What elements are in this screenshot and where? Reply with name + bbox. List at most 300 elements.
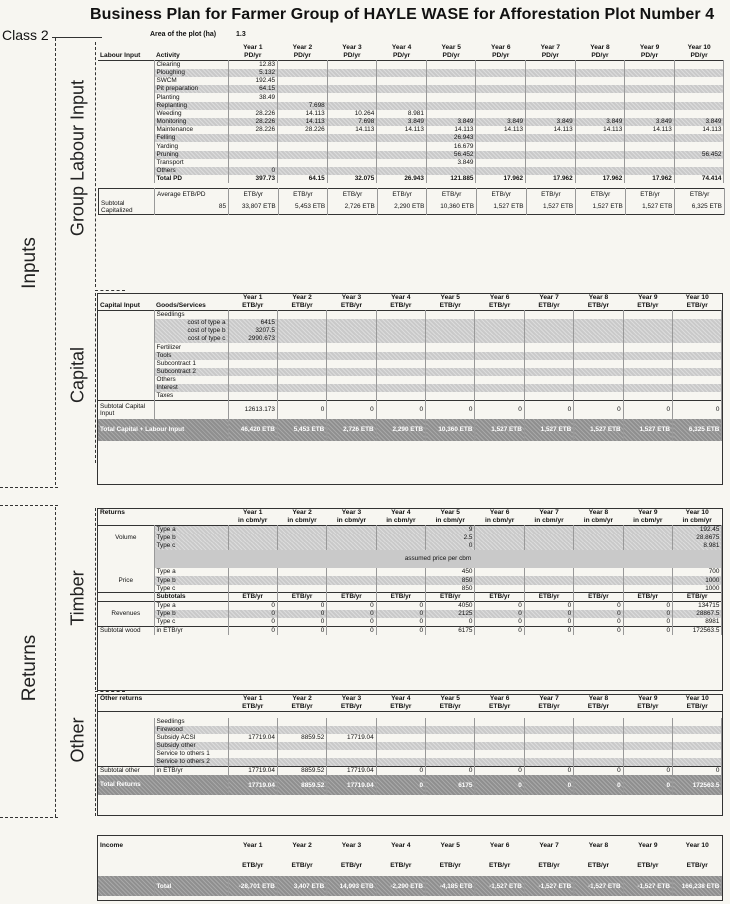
page-title: Business Plan for Farmer Group of HAYLE WASE for Afforestation Plot Number 4 (90, 6, 715, 23)
cell: 0 (574, 401, 623, 419)
subtotal-wood-label: Subtotal wood (98, 626, 154, 634)
cell (625, 142, 675, 150)
table-row (98, 384, 722, 392)
cell (277, 319, 326, 327)
cell (228, 526, 277, 534)
cell: 14.113 (625, 126, 675, 134)
cell (574, 726, 623, 734)
cell: -1,527 ETB (524, 876, 573, 896)
cell (524, 311, 573, 319)
table-row (98, 734, 722, 742)
cell: 17719.04 (228, 767, 277, 775)
cell: 12613.173 (228, 401, 277, 419)
cell (623, 758, 672, 766)
table-row (98, 335, 722, 343)
cell (476, 102, 526, 110)
year-header: Year 3 (342, 44, 362, 51)
cell (574, 360, 623, 368)
other-section (97, 694, 723, 816)
empty-cell (98, 343, 154, 351)
subtotal-capitalized-label: Subtotal Capitalized (99, 200, 155, 215)
cell: 28.226 (228, 118, 278, 126)
class-label: Class 2 (2, 27, 49, 43)
year-header: Year 2 (292, 44, 313, 51)
row-label: Seedlings (154, 718, 228, 726)
subtotal-other-unit: in ETB/yr (154, 767, 228, 775)
year-header: Year 4 (391, 294, 411, 301)
cell (475, 576, 524, 584)
cell: 1,527 ETB (526, 200, 576, 215)
cell (524, 576, 573, 584)
year-header: Year 1 (242, 294, 263, 301)
cell (623, 734, 672, 742)
unit-header: ETB/yr (587, 302, 610, 309)
table-row (98, 327, 722, 335)
returns-header: Returns (100, 509, 125, 516)
unit-header: PD/yr (392, 52, 411, 59)
year-header: Year 4 (391, 509, 411, 516)
row-label: Clearing (154, 61, 228, 69)
year-header: Year 2 (292, 695, 312, 702)
cell (327, 61, 377, 69)
cell (376, 734, 425, 742)
capital-table (98, 294, 722, 441)
table-row (98, 102, 724, 110)
cell (228, 758, 277, 766)
cell: 0 (673, 401, 722, 419)
cell (228, 742, 277, 750)
cell: 14,993 ETB (327, 876, 376, 896)
avg-label: Average ETB/PD (155, 189, 229, 200)
row-label: cost of type c (154, 335, 228, 343)
cell (674, 69, 724, 77)
cell: 14.113 (377, 126, 427, 134)
cell (426, 718, 475, 726)
cell (524, 352, 573, 360)
cell: 192.45 (673, 526, 722, 534)
table-row (98, 758, 722, 766)
cell (574, 734, 623, 742)
cell (625, 61, 675, 69)
cell (623, 368, 672, 376)
cell (574, 376, 623, 384)
table-row (98, 585, 722, 593)
unit-header: ETB/yr (439, 862, 461, 869)
cell (327, 167, 377, 175)
unit-header: PD/yr (442, 52, 460, 59)
cell (228, 151, 278, 159)
table-row (98, 526, 722, 534)
cell (673, 384, 722, 392)
cell (475, 376, 524, 384)
cell: 28867.5 (673, 610, 722, 618)
unit-header: ETB/yr (390, 862, 412, 869)
unit-header: PD/yr (343, 52, 361, 59)
unit-header: ETB/yr (242, 302, 264, 309)
cell (228, 368, 277, 376)
cell (426, 311, 475, 319)
labour-subtotal-table (98, 188, 725, 215)
cell (376, 568, 425, 576)
returns-bracket-start (0, 505, 58, 506)
cell (475, 542, 524, 550)
cell (278, 142, 328, 150)
cell (574, 526, 623, 534)
cell (327, 568, 376, 576)
cell (228, 534, 277, 542)
cell (526, 93, 576, 101)
cell (526, 102, 576, 110)
unit-header: ETB/yr (686, 703, 708, 710)
cell: 450 (426, 568, 475, 576)
table-row (98, 610, 722, 618)
class-underline (52, 37, 102, 38)
cell (574, 576, 623, 584)
year-header: Year 3 (341, 509, 362, 516)
cell (426, 758, 475, 766)
cell (277, 311, 326, 319)
cell (327, 392, 376, 400)
cell (574, 534, 623, 542)
cell (376, 360, 425, 368)
unit-header: ETB/yr (489, 862, 511, 869)
cell (376, 526, 425, 534)
row-label: Service to others 1 (154, 750, 228, 758)
cell: 10,360 ETB (426, 419, 475, 441)
cell (574, 718, 623, 726)
unit: ETB/yr (427, 189, 477, 200)
cell (426, 352, 475, 360)
cell (475, 750, 524, 758)
table-row (98, 85, 724, 93)
cell: 850 (426, 576, 475, 584)
year-header: Year 4 (391, 842, 411, 849)
unit-header: ETB/yr (637, 302, 659, 309)
cell: 8859.52 (277, 767, 326, 775)
cell (524, 392, 573, 400)
cell: 8981 (673, 618, 722, 626)
cell: 0 (228, 602, 277, 610)
unit: ETB/yr (576, 189, 626, 200)
cell: -28,701 ETB (228, 876, 277, 896)
cell (475, 319, 524, 327)
unit-header: ETB/yr (439, 302, 461, 309)
unit-header: ETB/yr (390, 703, 412, 710)
empty-cell (98, 335, 154, 343)
empty-cell (98, 376, 154, 384)
unit-header: in cbm/yr (287, 517, 317, 524)
cell (623, 384, 672, 392)
table-row (98, 118, 724, 126)
row-label: Seedlings (154, 311, 228, 319)
cell (376, 758, 425, 766)
returns-label: Returns (19, 634, 40, 702)
unit: ETB/yr (623, 593, 672, 602)
cell (524, 534, 573, 542)
table-row (98, 392, 722, 400)
timber-table (98, 509, 722, 635)
empty-cell (98, 384, 154, 392)
cell (278, 134, 328, 142)
table-row (98, 159, 724, 167)
row-label: Others (154, 376, 228, 384)
table-row (98, 368, 722, 376)
table-row (98, 110, 724, 118)
cell (674, 77, 724, 85)
unit-header: PD/yr (492, 52, 510, 59)
cell: 5.132 (228, 69, 278, 77)
cell (277, 726, 326, 734)
cell (376, 384, 425, 392)
cell: 1,527 ETB (476, 200, 526, 215)
cell: 2990.673 (228, 335, 277, 343)
cell (674, 93, 724, 101)
cell (426, 734, 475, 742)
cell (475, 311, 524, 319)
cell: -1,527 ETB (475, 876, 524, 896)
cell (524, 384, 573, 392)
cell (377, 102, 427, 110)
cell (475, 758, 524, 766)
cell: 14.113 (476, 126, 526, 134)
unit-header: ETB/yr (340, 302, 363, 309)
unit-header: in cbm/yr (534, 517, 564, 524)
cell (475, 726, 524, 734)
unit-header: ETB/yr (340, 862, 363, 869)
row-label: Subcontract 2 (154, 368, 228, 376)
row-label: cost of type a (154, 319, 228, 327)
cell (376, 343, 425, 351)
cell (524, 319, 573, 327)
cell (476, 77, 526, 85)
cell: -4,185 ETB (426, 876, 475, 896)
unit-header: ETB/yr (291, 302, 313, 309)
cell: 17.962 (526, 175, 576, 183)
cell: 17719.04 (228, 775, 277, 795)
cell: 166,238 ETB (673, 876, 722, 896)
year-header: Year 9 (638, 294, 658, 301)
unit-header: ETB/yr (538, 703, 560, 710)
capital-section (97, 293, 723, 485)
cell (625, 69, 675, 77)
cell: 2125 (426, 610, 475, 618)
cell (476, 61, 526, 69)
cell (327, 526, 376, 534)
income-section (97, 835, 723, 901)
cell (476, 151, 526, 159)
unit: ETB/yr (327, 593, 376, 602)
cell (327, 327, 376, 335)
year-header: Year 10 (685, 294, 709, 301)
year-header: Year 2 (292, 842, 312, 849)
row-label: Fertilizer (154, 343, 228, 351)
empty-cell (98, 352, 154, 360)
cell (228, 585, 277, 593)
cell (475, 718, 524, 726)
cell (327, 726, 376, 734)
cell (277, 368, 326, 376)
cell (524, 726, 573, 734)
cell (327, 376, 376, 384)
unit-header: in cbm/yr (386, 517, 416, 524)
year-header: Year 5 (440, 842, 460, 849)
row-label: Yarding (154, 142, 228, 150)
assumed-price-note: assumed price per cbm (154, 550, 722, 568)
empty-cell (98, 718, 154, 726)
cell (575, 142, 625, 150)
total-pd-row (98, 175, 724, 183)
cell (278, 151, 328, 159)
cell (426, 335, 475, 343)
unit: ETB/yr (228, 593, 277, 602)
empty-cell (98, 526, 154, 534)
cell: 14.113 (575, 126, 625, 134)
cell (625, 151, 675, 159)
year-header: Year 8 (588, 509, 609, 516)
cell: 33,807 ETB (229, 200, 279, 215)
empty-cell (98, 93, 154, 101)
cell: 7.698 (327, 118, 377, 126)
cell (623, 392, 672, 400)
cell (376, 319, 425, 327)
group-label: Volume (98, 534, 154, 542)
cell: 1,527 ETB (524, 419, 573, 441)
empty-cell (98, 750, 154, 758)
cell: 3.849 (426, 159, 476, 167)
unit-header: in cbm/yr (682, 517, 712, 524)
empty-cell (98, 618, 154, 626)
cell (674, 102, 724, 110)
cell (476, 110, 526, 118)
cell (673, 335, 722, 343)
cell (524, 368, 573, 376)
table-row (98, 77, 724, 85)
row-label: Felling (154, 134, 228, 142)
row-label: Type c (154, 542, 228, 550)
cell (228, 750, 277, 758)
cell: 0 (524, 610, 573, 618)
table-row (98, 151, 724, 159)
cell (575, 110, 625, 118)
row-label: Taxes (154, 392, 228, 400)
subtotal-wood-unit: in ETB/yr (154, 626, 228, 634)
year-header: Year 8 (588, 842, 609, 849)
cell (574, 327, 623, 335)
cell (575, 151, 625, 159)
cell: 2,726 ETB (328, 200, 378, 215)
cell: 0 (277, 610, 326, 618)
cell (228, 343, 277, 351)
cell (673, 327, 722, 335)
cell (625, 93, 675, 101)
cell (327, 93, 377, 101)
empty-cell (98, 85, 154, 93)
cell: 46,420 ETB (228, 419, 277, 441)
table-row (98, 602, 722, 610)
cell: 9 (426, 526, 475, 534)
cell (376, 576, 425, 584)
cell: 14.113 (674, 126, 724, 134)
table-row (98, 134, 724, 142)
cell (426, 750, 475, 758)
table-row (98, 534, 722, 542)
cell: 0 (475, 610, 524, 618)
year-header: Year 9 (638, 695, 658, 702)
cell: 700 (673, 568, 722, 576)
cell (327, 368, 376, 376)
empty-cell (98, 159, 154, 167)
cell (524, 335, 573, 343)
group-label: Revenues (98, 610, 154, 618)
cell: 14.113 (278, 110, 328, 118)
cell: 0 (228, 618, 277, 626)
year-header: Year 7 (539, 695, 559, 702)
cell: 0 (277, 401, 326, 419)
year-header: Year 6 (489, 509, 510, 516)
unit-header: ETB/yr (340, 703, 363, 710)
cell: 0 (574, 602, 623, 610)
cell (476, 85, 526, 93)
empty-cell (98, 726, 154, 734)
cell (377, 69, 427, 77)
cell: 3207.5 (228, 327, 277, 335)
row-label: Replanting (154, 102, 228, 110)
year-header: Year 8 (588, 695, 609, 702)
capital-bracket (95, 293, 96, 463)
cell (277, 750, 326, 758)
avg-value: 85 (155, 200, 229, 215)
row-label: Type a (154, 526, 228, 534)
cell: 0 (475, 775, 524, 795)
cell (623, 343, 672, 351)
cell (526, 159, 576, 167)
cell: 17719.04 (327, 775, 376, 795)
cell: 0 (426, 767, 475, 775)
cell (575, 159, 625, 167)
cell: 14.113 (526, 126, 576, 134)
cell (673, 343, 722, 351)
cell (574, 392, 623, 400)
cell: 121.885 (426, 175, 476, 183)
row-label: Type b (154, 576, 228, 584)
cell (673, 368, 722, 376)
cell (526, 85, 576, 93)
cell: 17.962 (476, 175, 526, 183)
cell (526, 77, 576, 85)
cell (377, 77, 427, 85)
cell (526, 142, 576, 150)
cell (674, 159, 724, 167)
cell: 2,726 ETB (327, 419, 376, 441)
cell: 0 (376, 767, 425, 775)
table-row (98, 576, 722, 584)
total-capital-label: Total Capital + Labour Input (98, 419, 228, 441)
cell (673, 392, 722, 400)
cell (623, 526, 672, 534)
cell (228, 376, 277, 384)
year-header: Year 10 (685, 842, 709, 849)
cell (426, 327, 475, 335)
cell (475, 568, 524, 576)
cell: 0 (376, 775, 425, 795)
cell (327, 77, 377, 85)
cell: 17719.04 (327, 734, 376, 742)
cell: 2,290 ETB (376, 419, 425, 441)
cell: 3.849 (575, 118, 625, 126)
cell: 0 (623, 610, 672, 618)
cell (376, 585, 425, 593)
area-label: Area of the plot (ha) (150, 31, 217, 38)
